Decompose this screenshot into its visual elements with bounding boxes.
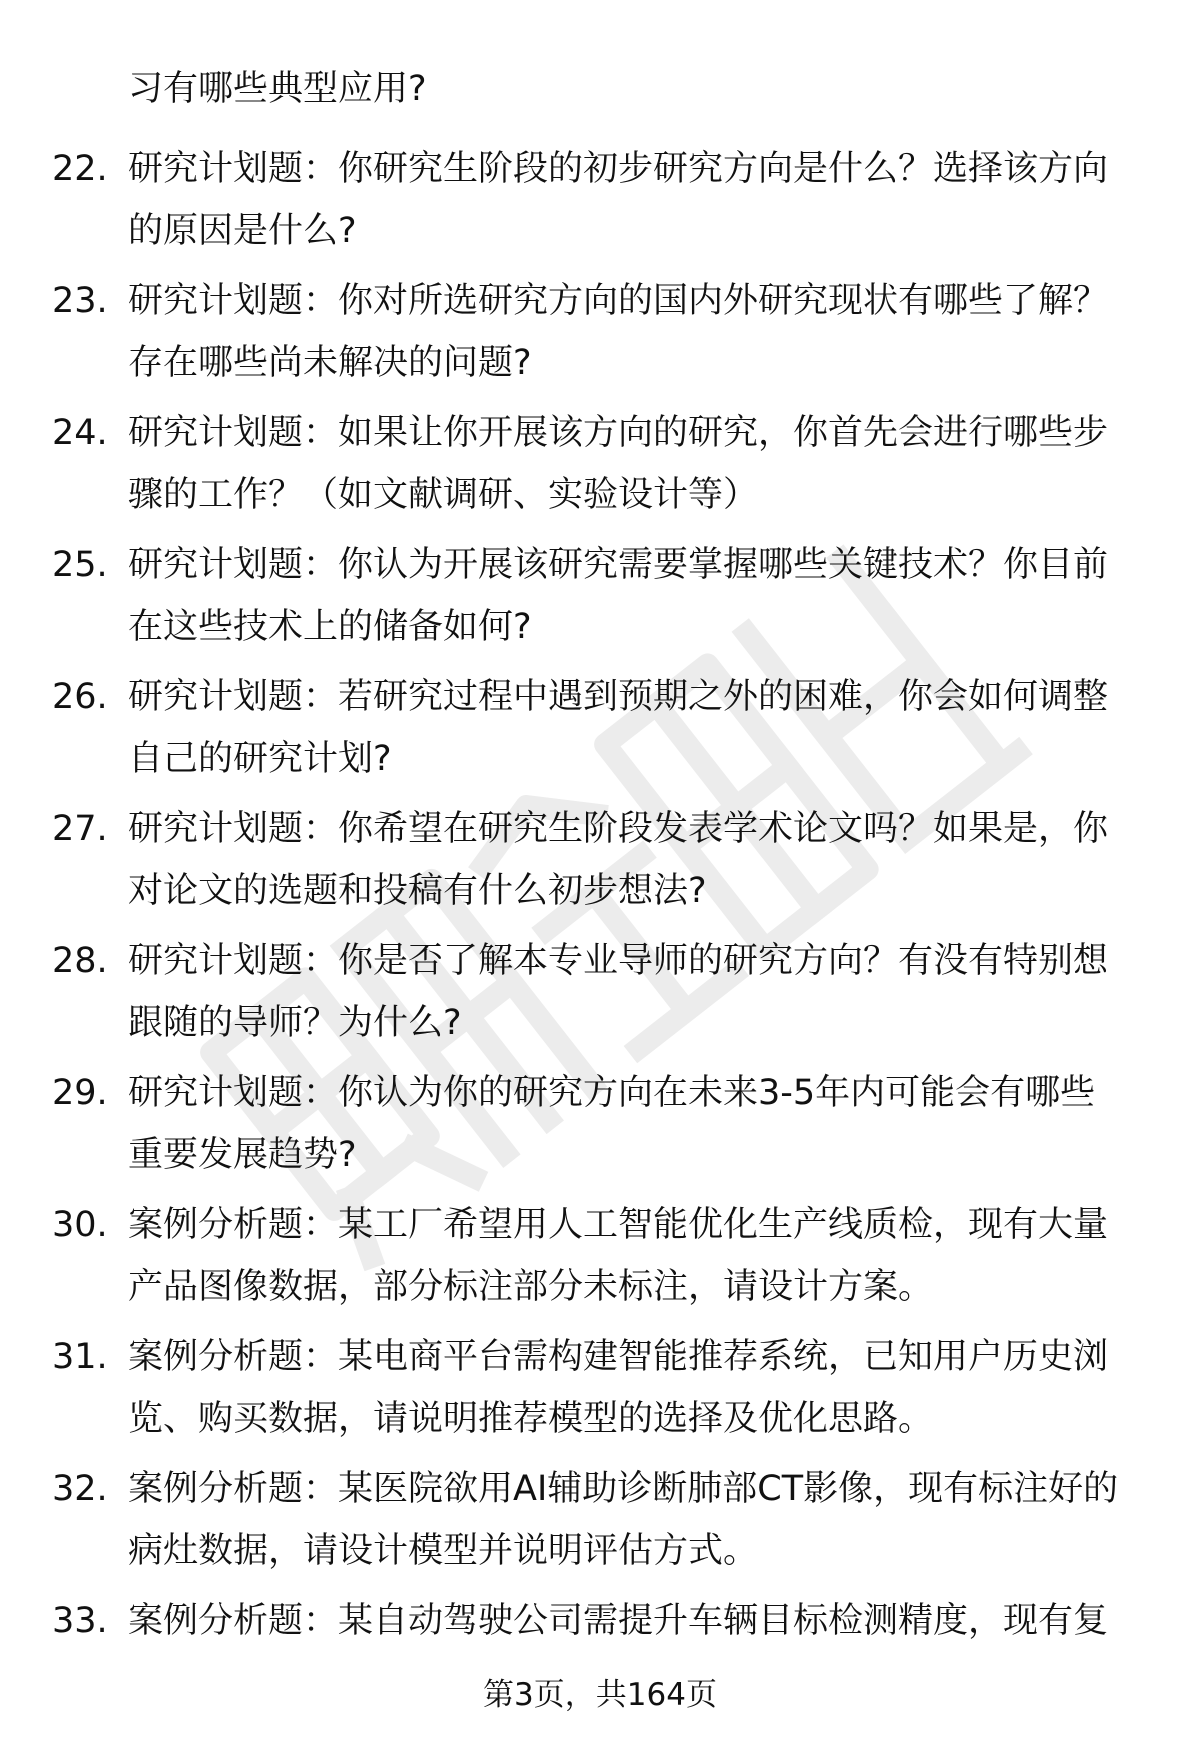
question-number: 22. bbox=[52, 149, 108, 189]
question-line: 览、购买数据，请说明推荐模型的选择及优化思路。 bbox=[128, 1399, 934, 1439]
question-line: 产品图像数据，部分标注部分未标注，请设计方案。 bbox=[128, 1267, 934, 1307]
question-line: 病灶数据，请设计模型并说明评估方式。 bbox=[128, 1531, 759, 1571]
question-line: 重要发展趋势? bbox=[128, 1135, 357, 1175]
question-number: 31. bbox=[52, 1337, 108, 1377]
question-item bbox=[0, 1062, 1200, 1194]
question-line: 研究计划题：你研究生阶段的初步研究方向是什么？选择该方向 bbox=[128, 149, 1109, 189]
question-line: 研究计划题：你认为你的研究方向在未来3-5年内可能会有哪些 bbox=[128, 1073, 1096, 1113]
question-line: 研究计划题：你是否了解本专业导师的研究方向？有没有特别想 bbox=[128, 941, 1109, 981]
question-text bbox=[128, 1194, 1138, 1318]
question-text bbox=[128, 930, 1138, 1054]
question-number: 33. bbox=[52, 1601, 108, 1641]
question-line: 研究计划题：如果让你开展该方向的研究，你首先会进行哪些步 bbox=[128, 413, 1109, 453]
question-item bbox=[0, 798, 1200, 930]
question-line: 存在哪些尚未解决的问题? bbox=[128, 343, 532, 383]
question-text bbox=[128, 1062, 1138, 1186]
question-line: 案例分析题：某工厂希望用人工智能优化生产线质检，现有大量 bbox=[128, 1205, 1109, 1245]
question-line: 案例分析题：某医院欲用AI辅助诊断肺部CT影像，现有标注好的 bbox=[128, 1469, 1119, 1509]
question-line: 自己的研究计划? bbox=[128, 739, 392, 779]
question-item bbox=[0, 402, 1200, 534]
question-line: 案例分析题：某电商平台需构建智能推荐系统，已知用户历史浏 bbox=[128, 1337, 1109, 1377]
question-line: 的原因是什么? bbox=[128, 211, 357, 251]
question-item bbox=[0, 534, 1200, 666]
question-text bbox=[128, 1590, 1138, 1652]
question-text bbox=[128, 402, 1138, 526]
question-text bbox=[128, 270, 1138, 394]
question-line: 研究计划题：你认为开展该研究需要掌握哪些关键技术？你目前 bbox=[128, 545, 1109, 585]
question-text bbox=[128, 798, 1138, 922]
question-item bbox=[0, 930, 1200, 1062]
question-number: 30. bbox=[52, 1205, 108, 1245]
question-text bbox=[128, 1458, 1138, 1582]
question-number: 25. bbox=[52, 545, 108, 585]
question-item bbox=[0, 1326, 1200, 1458]
question-line: 在这些技术上的储备如何? bbox=[128, 607, 532, 647]
question-line: 研究计划题：你对所选研究方向的国内外研究现状有哪些了解？ bbox=[128, 281, 1109, 321]
question-text bbox=[128, 534, 1138, 658]
question-line: 研究计划题：若研究过程中遇到预期之外的困难，你会如何调整 bbox=[128, 677, 1109, 717]
question-text bbox=[128, 666, 1138, 790]
question-list bbox=[0, 138, 1200, 1722]
question-item bbox=[0, 270, 1200, 402]
continuation-line: 习有哪些典型应用? bbox=[128, 69, 427, 109]
question-item bbox=[0, 138, 1200, 270]
question-number: 29. bbox=[52, 1073, 108, 1113]
page-footer: 第3页，共164页 bbox=[483, 1677, 717, 1713]
question-item bbox=[0, 1458, 1200, 1590]
question-line: 案例分析题：某自动驾驶公司需提升车辆目标检测精度，现有复 bbox=[128, 1601, 1109, 1641]
question-number: 32. bbox=[52, 1469, 108, 1509]
question-line: 对论文的选题和投稿有什么初步想法? bbox=[128, 871, 707, 911]
question-number: 26. bbox=[52, 677, 108, 717]
question-line: 骤的工作？（如文献调研、实验设计等） bbox=[128, 475, 759, 515]
question-item bbox=[0, 666, 1200, 798]
question-number: 28. bbox=[52, 941, 108, 981]
question-number: 27. bbox=[52, 809, 108, 849]
question-number: 23. bbox=[52, 281, 108, 321]
question-number: 24. bbox=[52, 413, 108, 453]
question-text bbox=[128, 1326, 1138, 1450]
question-line: 研究计划题：你希望在研究生阶段发表学术论文吗？如果是，你 bbox=[128, 809, 1109, 849]
question-line: 跟随的导师？为什么? bbox=[128, 1003, 462, 1043]
question-item bbox=[0, 1194, 1200, 1326]
question-text bbox=[128, 138, 1138, 262]
